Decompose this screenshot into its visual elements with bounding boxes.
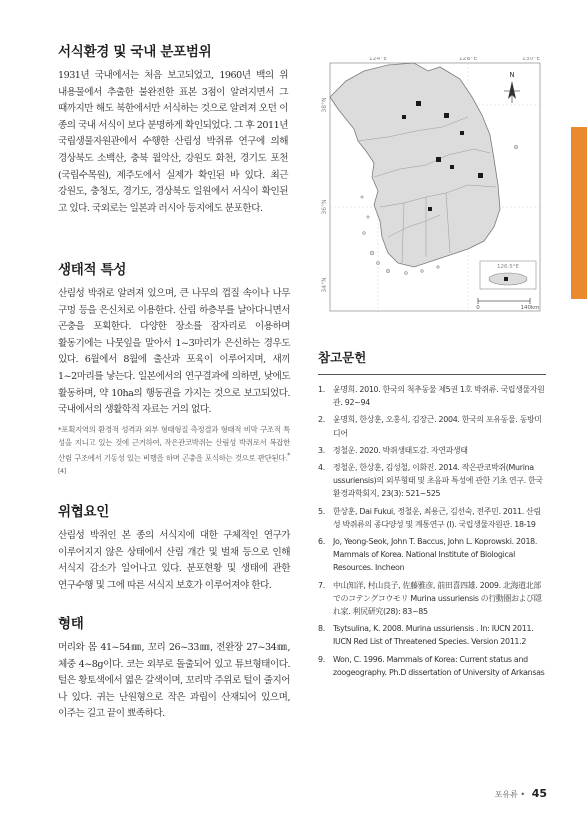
record-hwacheon	[416, 101, 421, 106]
ecology-body: 산림성 박쥐로 알려져 있으며, 큰 나무의 껍질 속이나 나무 구멍 등을 은신처로 이용한다. 산림 하층부를 날아다니면서 곤충을 포획한다. 다양한 장소를 잠자리로 이용하며 활동기에는 나뭇잎을 말아서 1~3마리가 은신하는 경우도 있다. 6월에서 8월에 출산과 포육이 이루어지며, 새끼 1~2마리를 낳는다. 일본에서의 연구결과에 의하면, 낮에도 활동하며, 약 10ha의 행동권을 가지는 것으로 보고되었다. 국내에서의 생활학적 자료는 거의 없다.	[58, 288, 290, 416]
footer-category: 포유류	[494, 790, 518, 799]
page-footer	[495, 787, 547, 800]
record-south	[428, 207, 432, 211]
lat-label-1: 38°N	[321, 97, 328, 113]
lat-label-2: 36°N	[321, 199, 328, 215]
record-jeju	[504, 277, 508, 281]
references-section	[318, 348, 546, 683]
korea-map-svg	[318, 57, 543, 315]
page-number: 45	[531, 787, 547, 800]
north-label: N	[509, 71, 515, 79]
lon-label-1: 124°E	[368, 57, 388, 62]
reference-item	[318, 461, 546, 501]
scale-start: 0	[476, 305, 480, 311]
ecology-section	[58, 258, 290, 481]
scale-end: 140km	[520, 305, 540, 311]
reference-item	[318, 579, 546, 619]
reference-number: 6.	[318, 537, 325, 547]
threats-body: 산림성 박쥐인 본 종의 서식지에 대한 구체적인 연구가 이루어지지 않은 상태에서 산림 개간 및 벌채 등으로 인해 서식지 감소가 일어나고 있다. 분포현황 및 생태에 관한 연구수행 및 그에 따른 서식지 보호가 이루어져야 한다.	[58, 530, 290, 591]
ecology-note-text: *포획지역의 환경적 성격과 외부 형태형질 측정결과 형태적 비막 구조적 특성을 지니고 있는 것에 근거하여, 작은관코박쥐는 산림성 박쥐로서 복잡한 산림 구조에서 기동성 있는 비행을 하며 곤충을 포식하는 것으로 판단된다.	[58, 424, 290, 463]
reference-item	[318, 383, 546, 409]
ecology-note-ref: *[4]	[58, 452, 290, 476]
reference-number: 4.	[318, 463, 325, 473]
record-wolaksan	[436, 157, 441, 162]
reference-text: Jo, Yeong-Seok, John T. Baccus, John L. Koprowski. 2018. Mammals of Korea. National Institute of Biological Resources. Incheon	[333, 537, 538, 573]
lat-label-3: 34°N	[321, 277, 328, 293]
reference-number: 2.	[318, 415, 325, 425]
morphology-heading: 형태	[58, 616, 84, 632]
left-column	[58, 40, 288, 217]
reference-number: 7.	[318, 580, 325, 590]
lon-label-3: 130°E	[521, 57, 541, 62]
record-gangwon-2	[460, 131, 464, 135]
record-pocheon	[402, 115, 406, 119]
section-tab-marker	[571, 127, 587, 299]
reference-number: 5.	[318, 506, 325, 516]
footer-separator: •	[520, 790, 526, 799]
record-gyeongbuk	[478, 173, 483, 178]
reference-number: 1.	[318, 385, 325, 394]
reference-item	[318, 413, 546, 439]
reference-text: 윤명희, 한상훈, 오홍식, 김장근. 2004. 한국의 포유동물. 동방미디어	[333, 415, 542, 438]
reference-text: 윤명희. 2010. 한국의 척추동물 제5권 1호 박쥐류. 국립생물자원관. 92~94	[333, 385, 545, 408]
ecology-note	[58, 423, 290, 481]
reference-text: Won, C. 1996. Mammals of Korea: Current status and zoogeography. Ph.D dissertation of University of Arkansas	[333, 654, 545, 677]
morphology-section	[58, 612, 290, 723]
reference-text: 정철운. 2020. 박쥐생태도감. 자연과생태	[333, 445, 468, 455]
record-sobaeksan	[450, 165, 454, 169]
distribution-map	[318, 57, 543, 315]
reference-number: 8.	[318, 624, 325, 634]
reference-number: 3.	[318, 445, 325, 455]
reference-item	[318, 505, 546, 531]
reference-item	[318, 535, 546, 575]
references-heading: 참고문헌	[318, 350, 367, 365]
reference-list	[318, 383, 546, 679]
reference-item	[318, 653, 546, 679]
reference-item	[318, 444, 546, 457]
ecology-heading: 생태적 특성	[58, 262, 127, 278]
habitat-heading: 서식환경 및 국내 분포범위	[58, 44, 212, 60]
reference-item	[318, 622, 546, 648]
inset-label: 126.5°E	[497, 264, 519, 270]
references-divider	[318, 374, 546, 375]
reference-text: 한상훈, Dai Fukui, 정철운, 최용근, 김선숙, 전주민. 2011. 산림성 박쥐류의 종다양성 및 계통연구 (I). 국립생물자원관. 18-19	[333, 506, 541, 529]
morphology-body: 머리와 몸 41~54㎜, 꼬리 26~33㎜, 전완장 27~34㎜, 체중 4~8g이다. 코는 외부로 돌출되어 있고 튜브형태이다. 털은 황토색에서 엷은 갈색이며, 꼬리막 주위로 털이 줄지어 나 있다. 귀는 난원형으로 작은 과립이 산재되어 있으며, 이주는 길고 끝이 뾰족하다.	[58, 642, 290, 720]
reference-text: Tsytsulina, K. 2008. Murina ussuriensis . In: IUCN 2011. IUCN Red List of Threatened Species. Version 2011.2	[333, 624, 534, 647]
threats-heading: 위협요인	[58, 504, 109, 520]
record-gangwon-1	[444, 113, 449, 118]
reference-text: 中山知洋, 村山良子, 佐藤雅彦, 前田喜四雄. 2009. 北海道北部でのコテングコウモリ Murina ussuriensis の行動圏および隠れ家. 利尻研究(28): 83~85	[333, 580, 542, 617]
lon-label-2: 128°E	[458, 57, 478, 62]
reference-text: 정철운, 한상훈, 김성철, 이화진. 2014. 작은관코박쥐(Murina ussuriensis)의 외부형태 및 초음파 특성에 관한 기초 연구. 한국환경과학회지, 23(3): 521~525	[333, 463, 543, 499]
habitat-body: 1931년 국내에서는 처음 보고되었고, 1960년 백의 위 내용물에서 추출한 불완전한 표본 3점이 알려지면서 그 때까지만 해도 북한에서만 서식하는 것으로 알려져 오던 이 종의 국내 서식이 보다 분명하게 확인되었다. 그 후 2011년 국립생물자원관에서 수행한 산림성 박쥐류 연구에 의해 경상북도 소백산, 충북 월악산, 강원도 화천, 경기도 포천(국립수목원), 제주도에서 실제가 확인된 바 있다. 최근 강원도, 충청도, 경기도, 경상북도 일원에서 서식이 확인된 고 있다. 국외로는 일본과 러시아 등지에도 분포한다.	[58, 70, 288, 214]
threats-section	[58, 500, 290, 594]
reference-number: 9.	[318, 654, 325, 664]
